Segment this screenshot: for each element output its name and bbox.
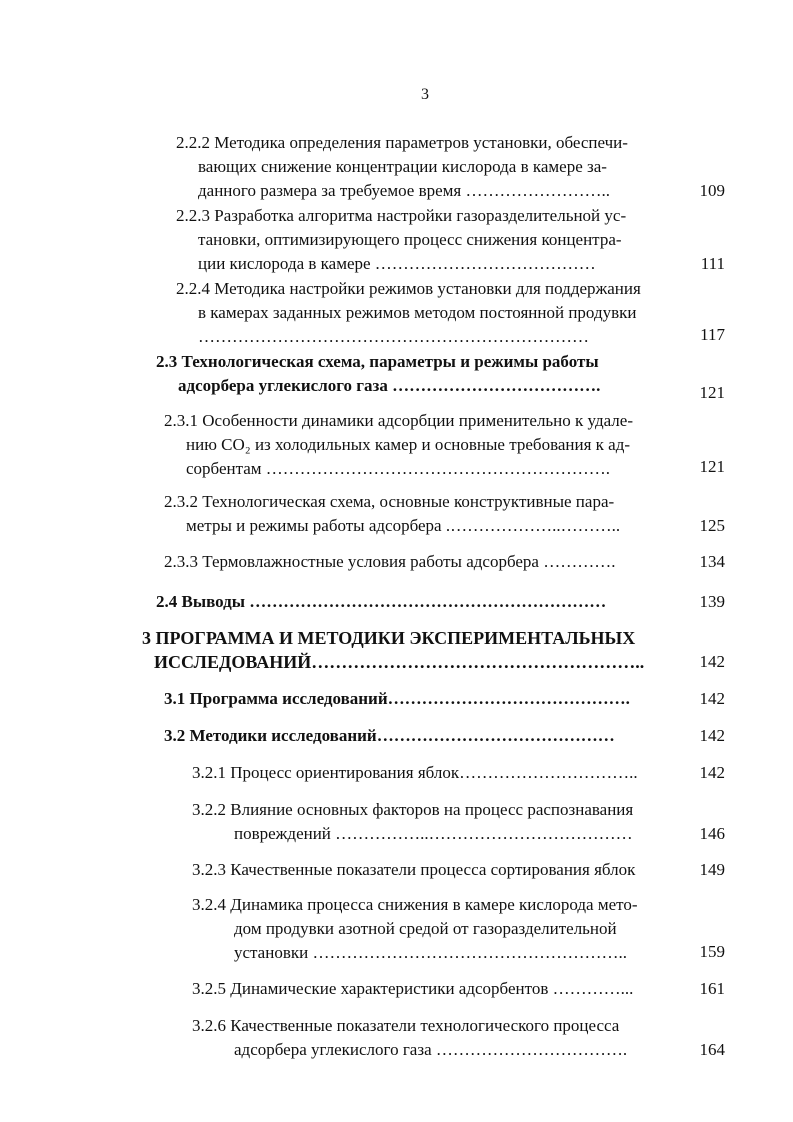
toc-entry-3-2-3: [192, 858, 635, 882]
toc-page-number: 121: [699, 457, 725, 476]
toc-page-number: 161: [699, 979, 725, 998]
toc-entry-2-3-1: [164, 409, 633, 481]
toc-page-number: 117: [700, 325, 725, 344]
toc-line: 3.2.1 Процесс ориентирования яблок…………………………..: [192, 763, 638, 782]
toc-line: ИССЛЕДОВАНИЙ………………………………………………..: [154, 652, 645, 672]
toc-entry-3-2-6: [192, 1014, 627, 1062]
toc-page-number: 142: [699, 763, 725, 782]
toc-page-number: 142: [699, 689, 725, 708]
toc-entry-2-2-4: [176, 277, 641, 349]
toc-line: 3.2.6 Качественные показатели технологического процесса: [192, 1016, 620, 1035]
toc-line: 2.3.1 Особенности динамики адсорбции применительно к удале-: [164, 411, 633, 430]
toc-entry-2-4: [156, 590, 606, 614]
toc-line: ……………………………………………………………: [198, 327, 589, 346]
toc-line: 2.3 Технологическая схема, параметры и режимы работы: [156, 352, 599, 371]
toc-entry-2-2-3: [176, 204, 626, 276]
toc-page-number: 164: [699, 1040, 725, 1059]
toc-page-number: 146: [699, 824, 725, 843]
toc-line: адсорбера углекислого газа ……………………………….: [178, 376, 601, 395]
toc-line: дом продувки азотной средой от газоразделительной: [234, 919, 617, 938]
toc-line: 3.2.4 Динамика процесса снижения в камере кислорода мето-: [192, 895, 638, 914]
toc-line: 3.1 Программа исследований…………………………………….: [164, 689, 630, 708]
toc-entry-3-2-2: [192, 798, 633, 846]
toc-entry-3-2-4: [192, 893, 638, 965]
toc-line: 3.2.5 Динамические характеристики адсорбентов …………...: [192, 979, 634, 998]
toc-page-number: 142: [699, 652, 725, 671]
toc-line: вающих снижение концентрации кислорода в камере за-: [198, 157, 607, 176]
page-number: 3: [421, 86, 429, 103]
toc-page-number: 121: [699, 383, 725, 402]
toc-entry-2-3-2: [164, 490, 620, 538]
toc-entry-3-2-1: [192, 761, 638, 785]
toc-line: тановки, оптимизирующего процесс снижения концентра-: [198, 230, 622, 249]
toc-entry-2-3-3: [164, 550, 615, 574]
toc-page-number: 149: [699, 860, 725, 879]
toc-page-number: 109: [699, 181, 725, 200]
toc-line: метры и режимы работы адсорбера .………………..………..: [186, 516, 621, 535]
toc-page-number: 139: [699, 592, 725, 611]
toc-line: 2.3.2 Технологическая схема, основные конструктивные пара-: [164, 492, 615, 511]
toc-line: 2.2.2 Методика определения параметров установки, обеспечи-: [176, 133, 628, 152]
toc-line: 2.2.3 Разработка алгоритма настройки газоразделительной ус-: [176, 206, 627, 225]
toc-line: сорбентам …………………………………………………….: [186, 459, 611, 478]
toc-line: 2.3.3 Термовлажностные условия работы адсорбера ………….: [164, 552, 616, 571]
toc-line: 2.4 Выводы ………………………………………………………: [156, 592, 607, 611]
toc-entry-3-2: [164, 724, 615, 748]
toc-page-number: 134: [699, 552, 725, 571]
toc-line: ции кислорода в камере …………………………………: [198, 254, 596, 273]
toc-line: 3 ПРОГРАММА И МЕТОДИКИ ЭКСПЕРИМЕНТАЛЬНЫХ: [142, 628, 636, 648]
toc-page-number: 142: [699, 726, 725, 745]
toc-line: 3.2.3 Качественные показатели процесса сортирования яблок: [192, 860, 636, 879]
toc-line: нию CO₂ из холодильных камер и основные требования к ад-: [186, 435, 631, 454]
toc-entry-3-1: [164, 687, 630, 711]
toc-page-number: 159: [699, 942, 725, 961]
toc-entry-3: [142, 626, 644, 674]
toc-page-number: 125: [699, 516, 725, 535]
toc-line: 3.2.2 Влияние основных факторов на процесс распознавания: [192, 800, 634, 819]
toc-entry-3-2-5: [192, 977, 633, 1001]
toc-page-number: 111: [700, 254, 725, 273]
toc-line: установки ………………………………………………..: [234, 943, 627, 962]
toc-line: данного размера за требуемое время ……………………..: [198, 181, 610, 200]
toc-entry-2-3: [156, 350, 600, 398]
toc-line: адсорбера углекислого газа …………………………….: [234, 1040, 628, 1059]
toc-line: 3.2 Методики исследований……………………………………: [164, 726, 615, 745]
toc-line: 2.2.4 Методика настройки режимов установки для поддержания: [176, 279, 641, 298]
toc-line: в камерах заданных режимов методом постоянной продувки: [198, 303, 637, 322]
toc-line: повреждений ……………..………………………………: [234, 824, 633, 843]
toc-entry-2-2-2: [176, 131, 628, 203]
